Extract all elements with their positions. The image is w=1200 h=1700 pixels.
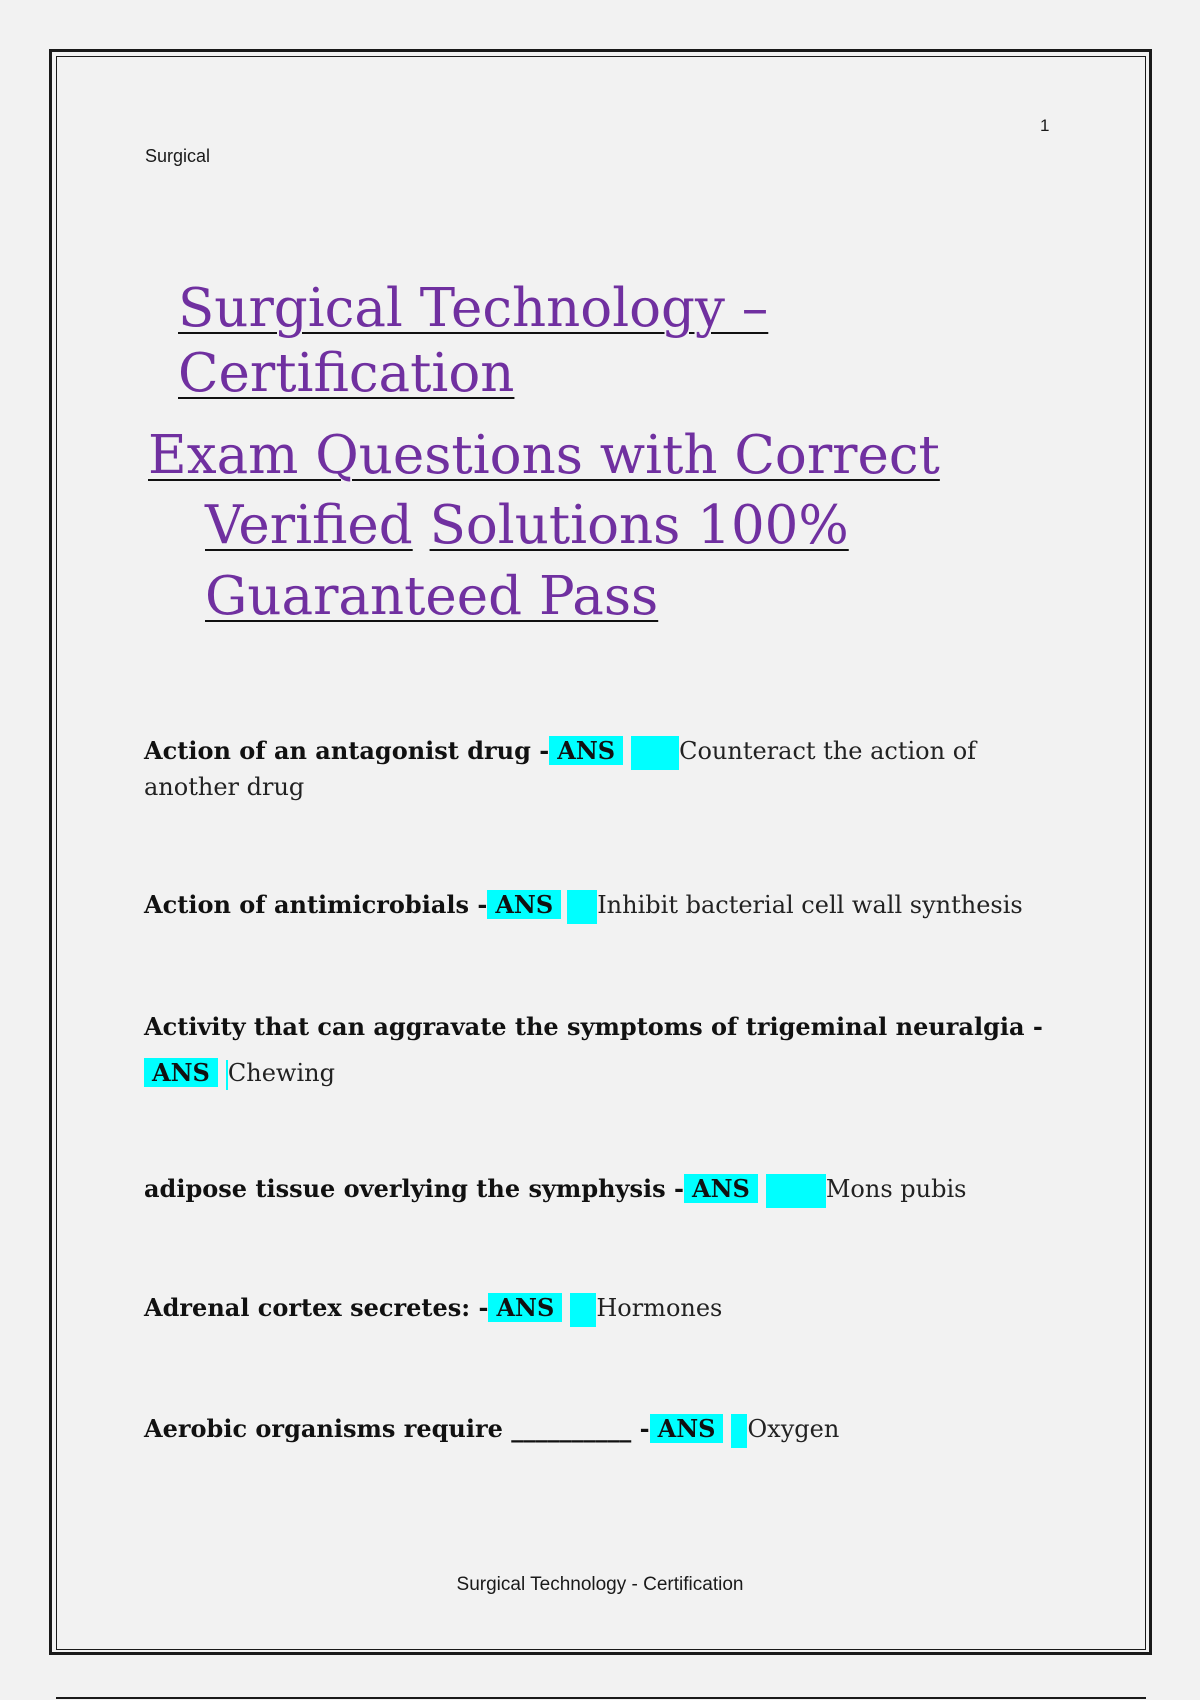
answer-text: Mons pubis xyxy=(825,1175,967,1203)
running-head: Surgical xyxy=(145,146,211,166)
answer-text: Counteract the action of another drug xyxy=(144,737,977,801)
question-text: Action of antimicrobials - xyxy=(144,890,488,919)
page-number: 1 xyxy=(1040,116,1050,135)
ans-label: ANS xyxy=(144,1058,218,1087)
question-text: Activity that can aggravate the symptoms of trigeminal neuralgia - xyxy=(144,1012,1043,1041)
title-line-4: Verified Solutions 100% xyxy=(205,495,849,556)
page-footer: Surgical Technology - Certification xyxy=(456,1574,744,1595)
highlight-gap xyxy=(570,1293,596,1327)
qa-item-antagonist xyxy=(144,734,1064,804)
title-line-3: Exam Questions with Correct xyxy=(148,425,940,486)
title-line-1: Surgical Technology – xyxy=(178,278,769,339)
highlight-gap xyxy=(567,890,597,924)
question-text: adipose tissue overlying the symphysis - xyxy=(144,1174,684,1203)
ans-label: ANS xyxy=(487,890,561,919)
ans-label: ANS xyxy=(549,736,623,765)
question-text: Action of an antagonist drug - xyxy=(144,736,550,765)
answer-text: Hormones xyxy=(596,1294,723,1322)
answer-text: Chewing xyxy=(227,1059,335,1087)
ans-label: ANS xyxy=(650,1414,724,1443)
qa-item-aerobic xyxy=(144,1412,1064,1448)
qa-item-antimicrobials xyxy=(144,888,1064,924)
highlight-gap xyxy=(631,736,679,770)
qa-item-adrenal xyxy=(144,1291,1064,1327)
highlight-gap xyxy=(731,1414,747,1448)
title-line-5: Guaranteed Pass xyxy=(205,566,659,627)
qa-item-trigeminal xyxy=(144,1004,1064,1096)
question-text: Aerobic organisms require __________ - xyxy=(144,1414,650,1443)
highlight-gap xyxy=(766,1174,826,1208)
ans-label: ANS xyxy=(488,1293,562,1322)
answer-text: Inhibit bacterial cell wall synthesis xyxy=(597,891,1023,919)
question-text: Adrenal cortex secretes: - xyxy=(144,1293,489,1322)
title-line-2: Certification xyxy=(178,343,515,404)
answer-text: Oxygen xyxy=(747,1415,840,1443)
bottom-rule xyxy=(56,1697,1146,1699)
qa-item-adipose xyxy=(144,1172,1064,1208)
ans-label: ANS xyxy=(684,1174,758,1203)
